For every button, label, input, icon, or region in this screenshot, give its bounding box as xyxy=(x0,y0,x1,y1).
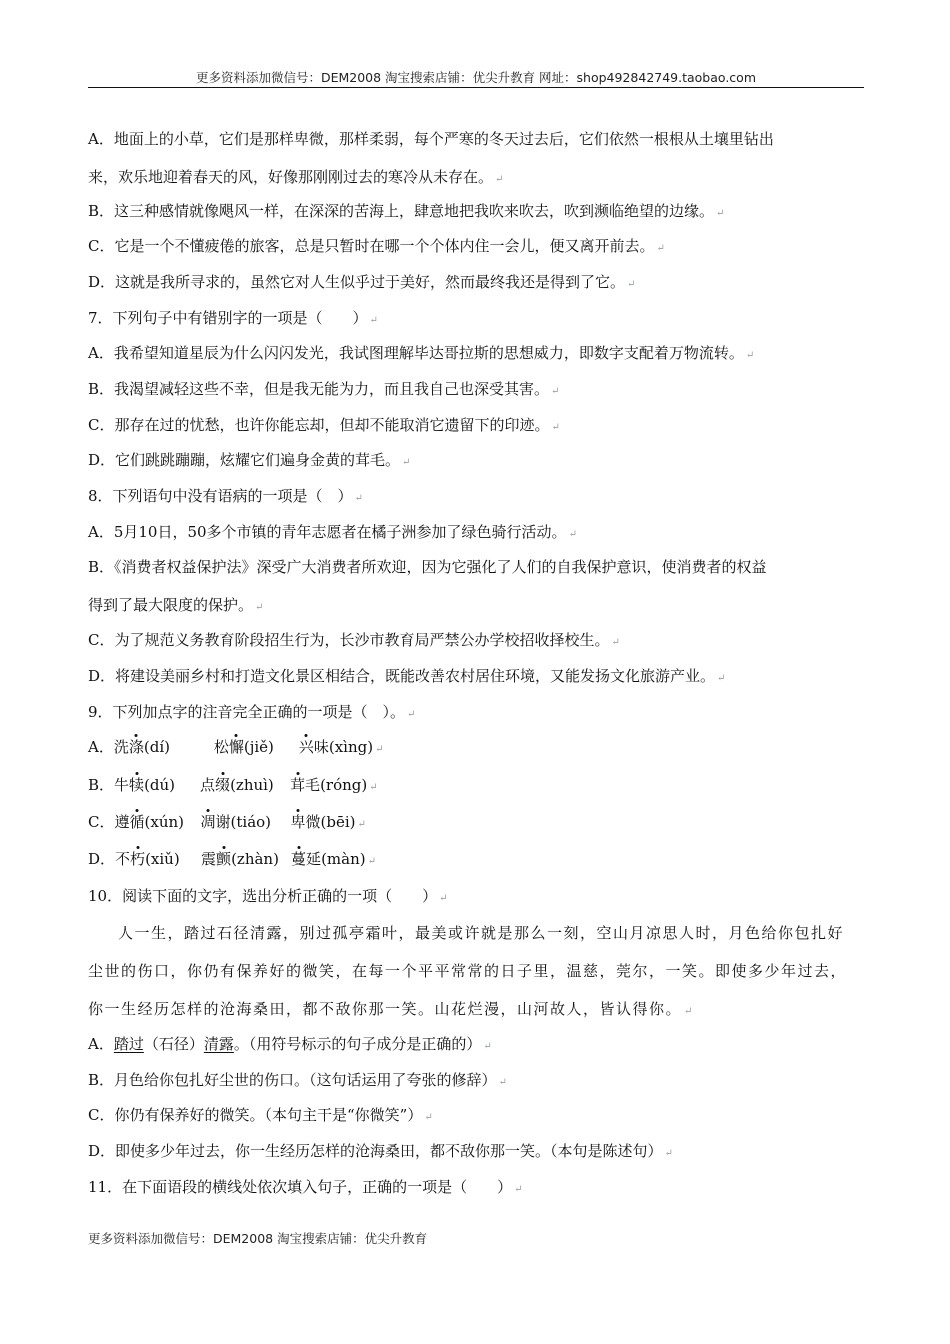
q9-stem: 9．下列加点字的注音完全正确的一项是（ ）。 ↵ xyxy=(88,703,416,721)
page-footer: 更多资料添加微信号：DEM2008 淘宝搜索店铺：优尖升教育 xyxy=(88,1231,428,1246)
q10-option-d: D．即使多少年过去，你一生经历怎样的沧海桑田，都不敌你那一笑。（本句是陈述句） ↵ xyxy=(88,1142,673,1160)
q8-option-b-line1: B．《消费者权益保护法》深受广大消费者所欢迎，因为它强化了人们的自我保护意识，使消费者的权益 xyxy=(88,558,767,576)
q10-option-a: A．踏过（石径）清露。（用符号标示的句子成分是正确的） ↵ xyxy=(88,1035,492,1053)
q8-option-c: C．为了规范义务教育阶段招生行为，长沙市教育局严禁公办学校招收择校生。 ↵ xyxy=(88,631,620,649)
q6-option-c: C．它是一个不懂疲倦的旅客，总是只暂时在哪一个个体内住一会儿，便又离开前去。 ↵ xyxy=(88,237,665,255)
q9-option-b: B．牛犊(dú) 点缀(zhuì) 茸毛(róng) ↵ xyxy=(88,776,378,794)
q6-option-b: B．这三种感情就像飓风一样，在深深的苦海上，肆意地把我吹来吹去，吹到濒临绝望的边缘。 ↵ xyxy=(88,202,725,220)
q9-option-d: D．不朽(xiǔ) 震颤(zhàn) 蔓延(màn) ↵ xyxy=(88,850,376,868)
q10-option-b: B．月色给你包扎好尘世的伤口。（这句话运用了夸张的修辞） ↵ xyxy=(88,1071,507,1089)
q8-option-b-line2: 得到了最大限度的保护。 ↵ xyxy=(88,596,264,614)
q7-stem: 7．下列句子中有错别字的一项是（ ） ↵ xyxy=(88,309,378,327)
q9-option-a: A．洗涤(dí) 松懈(jiě) 兴味(xìng) ↵ xyxy=(88,738,384,756)
q8-option-d: D．将建设美丽乡村和打造文化景区相结合，既能改善农村居住环境，又能发扬文化旅游产业。 ↵ xyxy=(88,667,726,685)
q7-option-b: B．我渴望减轻这些不幸，但是我无能为力，而且我自己也深受其害。 ↵ xyxy=(88,380,560,398)
header-divider xyxy=(88,87,864,88)
q7-option-c: C．那存在过的忧愁，也许你能忘却，但却不能取消它遗留下的印迹。 ↵ xyxy=(88,416,560,434)
q7-option-a: A．我希望知道星辰为什么闪闪发光，我试图理解毕达哥拉斯的思想威力，即数字支配着万物流转。 ↵ xyxy=(88,344,755,362)
q11-stem: 11．在下面语段的横线处依次填入句子，正确的一项是（ ） ↵ xyxy=(88,1178,523,1196)
q6-option-a-line1: A．地面上的小草，它们是那样卑微，那样柔弱，每个严寒的冬天过去后，它们依然一根根从土壤里钻出 xyxy=(88,130,774,148)
q6-option-a-line2: 来，欢乐地迎着春天的风，好像那刚刚过去的寒冷从未存在。 ↵ xyxy=(88,168,504,186)
q7-option-d: D．它们跳跳蹦蹦，炫耀它们遍身金黄的茸毛。 ↵ xyxy=(88,451,411,469)
q6-option-d: D．这就是我所寻求的，虽然它对人生似乎过于美好，然而最终我还是得到了它。 ↵ xyxy=(88,273,636,291)
q10-passage-line2: 尘世的伤口，你仍有保养好的微笑，在每一个平平常常的日子里，温慈，莞尔，一笑。即使多少年过去， xyxy=(88,962,848,980)
q8-stem: 8．下列语句中没有语病的一项是（ ） ↵ xyxy=(88,487,363,505)
q10-stem: 10．阅读下面的文字，选出分析正确的一项（ ） ↵ xyxy=(88,887,448,905)
q10-passage-line1: 人一生，踏过石径清露，别过孤亭霜叶，最美或许就是那么一刻，空山月凉思人时，月色给你包扎好 xyxy=(118,924,845,942)
q9-option-c: C．遵循(xún) 凋谢(tiáo) 卑微(bēi) ↵ xyxy=(88,813,366,831)
q8-option-a: A．5月10日，50多个市镇的青年志愿者在橘子洲参加了绿色骑行活动。 ↵ xyxy=(88,523,577,541)
page-header: 更多资料添加微信号：DEM2008 淘宝搜索店铺：优尖升教育 网址：shop492842749.taobao.com xyxy=(195,70,757,85)
q10-option-c: C．你仍有保养好的微笑。（本句主干是“你微笑”） ↵ xyxy=(88,1106,433,1124)
q10-passage-line3: 你一生经历怎样的沧海桑田，都不敌你那一笑。山花烂漫，山河故人，皆认得你。 ↵ xyxy=(88,1000,694,1018)
